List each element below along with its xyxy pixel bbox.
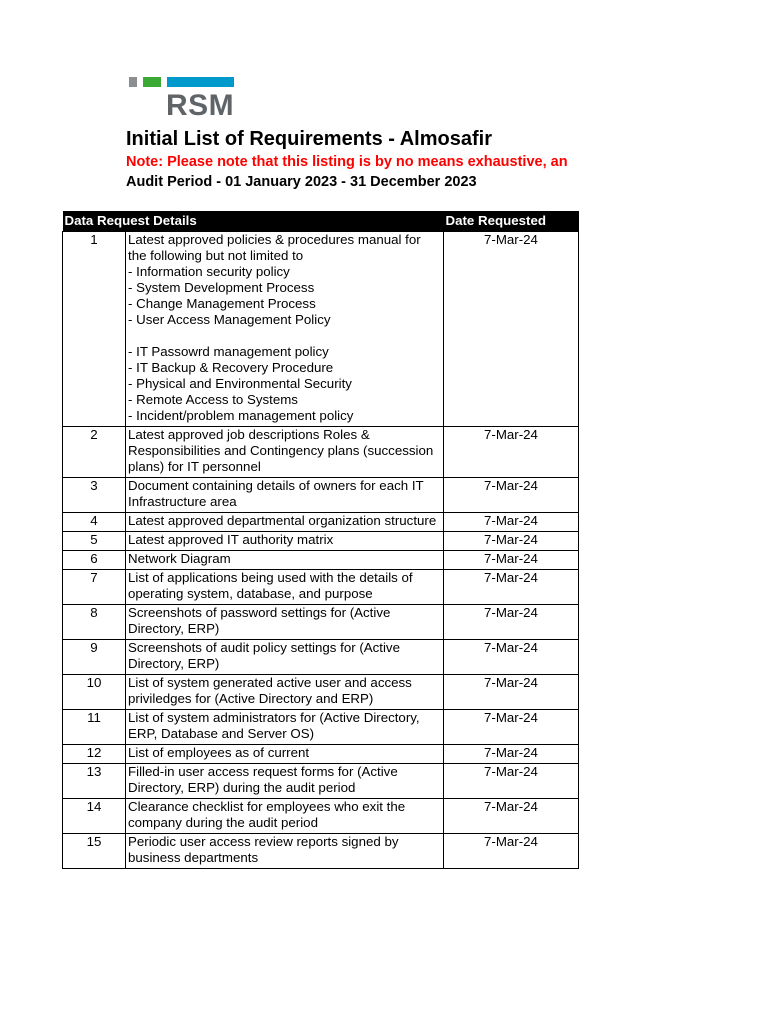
table-row (63, 640, 579, 675)
row-description: Filled-in user access request forms for (Active Directory, ERP) during the audit period (126, 764, 444, 799)
row-number: 13 (63, 764, 126, 799)
row-date-requested: 7-Mar-24 (444, 710, 579, 745)
table-header-row (63, 211, 579, 232)
row-description: List of system administrators for (Active Directory, ERP, Database and Server OS) (126, 710, 444, 745)
row-description: Screenshots of password settings for (Active Directory, ERP) (126, 605, 444, 640)
disclaimer-note: Note: Please note that this listing is by no means exhaustive, an (126, 154, 568, 170)
row-number: 6 (63, 551, 126, 570)
row-date-requested: 7-Mar-24 (444, 570, 579, 605)
row-description: Latest approved departmental organization structure (126, 513, 444, 532)
row-date-requested: 7-Mar-24 (444, 478, 579, 513)
row-description: Screenshots of audit policy settings for (Active Directory, ERP) (126, 640, 444, 675)
row-date-requested: 7-Mar-24 (444, 640, 579, 675)
row-number: 11 (63, 710, 126, 745)
table-row (63, 605, 579, 640)
table-row (63, 570, 579, 605)
row-date-requested: 7-Mar-24 (444, 745, 579, 764)
document-title: Initial List of Requirements - Almosafir (126, 128, 492, 150)
row-number: 14 (63, 799, 126, 834)
row-date-requested: 7-Mar-24 (444, 532, 579, 551)
logo-text: RSM (166, 89, 235, 122)
row-number: 7 (63, 570, 126, 605)
row-number: 12 (63, 745, 126, 764)
row-description: Latest approved IT authority matrix (126, 532, 444, 551)
header-data-request-details: Data Request Details (63, 211, 444, 232)
row-number: 1 (63, 232, 126, 427)
row-number: 4 (63, 513, 126, 532)
row-date-requested: 7-Mar-24 (444, 427, 579, 478)
row-number: 2 (63, 427, 126, 478)
row-date-requested: 7-Mar-24 (444, 232, 579, 427)
row-date-requested: 7-Mar-24 (444, 675, 579, 710)
table-row (63, 799, 579, 834)
table-row (63, 710, 579, 745)
row-number: 5 (63, 532, 126, 551)
row-number: 9 (63, 640, 126, 675)
row-date-requested: 7-Mar-24 (444, 513, 579, 532)
row-description: Document containing details of owners for each IT Infrastructure area (126, 478, 444, 513)
row-description: Latest approved job descriptions Roles & Responsibilities and Contingency plans (succession plans) for IT personnel (126, 427, 444, 478)
logo-bar-green (143, 77, 161, 87)
row-description: List of employees as of current (126, 745, 444, 764)
row-date-requested: 7-Mar-24 (444, 551, 579, 570)
table-row (63, 427, 579, 478)
table-row (63, 834, 579, 869)
table-row (63, 478, 579, 513)
table-body (63, 232, 579, 869)
audit-period: Audit Period - 01 January 2023 - 31 December 2023 (126, 174, 477, 190)
row-date-requested: 7-Mar-24 (444, 799, 579, 834)
table-row (63, 764, 579, 799)
table-row (63, 513, 579, 532)
table-row (63, 232, 579, 427)
row-description: Clearance checklist for employees who exit the company during the audit period (126, 799, 444, 834)
table-row (63, 532, 579, 551)
row-number: 8 (63, 605, 126, 640)
logo-bar-blue (167, 77, 234, 87)
logo-bar-grey (129, 77, 137, 87)
row-number: 3 (63, 478, 126, 513)
row-number: 15 (63, 834, 126, 869)
header-date-requested: Date Requested (444, 211, 579, 232)
row-description: List of applications being used with the details of operating system, database, and purpose (126, 570, 444, 605)
table-row (63, 745, 579, 764)
requirements-table (62, 211, 579, 869)
row-description: Network Diagram (126, 551, 444, 570)
row-date-requested: 7-Mar-24 (444, 605, 579, 640)
row-number: 10 (63, 675, 126, 710)
row-date-requested: 7-Mar-24 (444, 834, 579, 869)
row-description: Periodic user access review reports signed by business departments (126, 834, 444, 869)
row-date-requested: 7-Mar-24 (444, 764, 579, 799)
table-row (63, 675, 579, 710)
row-description: List of system generated active user and access priviledges for (Active Directory and ERP) (126, 675, 444, 710)
row-description: Latest approved policies & procedures manual for the following but not limited to - Information security policy - System Development Process - Change Management Process - User Access Management Policy - IT Passowrd management policy - IT Backup & Recovery Procedure - Physical and Environmental Security - Remote Access to Systems - Incident/problem management policy (126, 232, 444, 427)
rsm-logo (129, 77, 239, 127)
table-row (63, 551, 579, 570)
